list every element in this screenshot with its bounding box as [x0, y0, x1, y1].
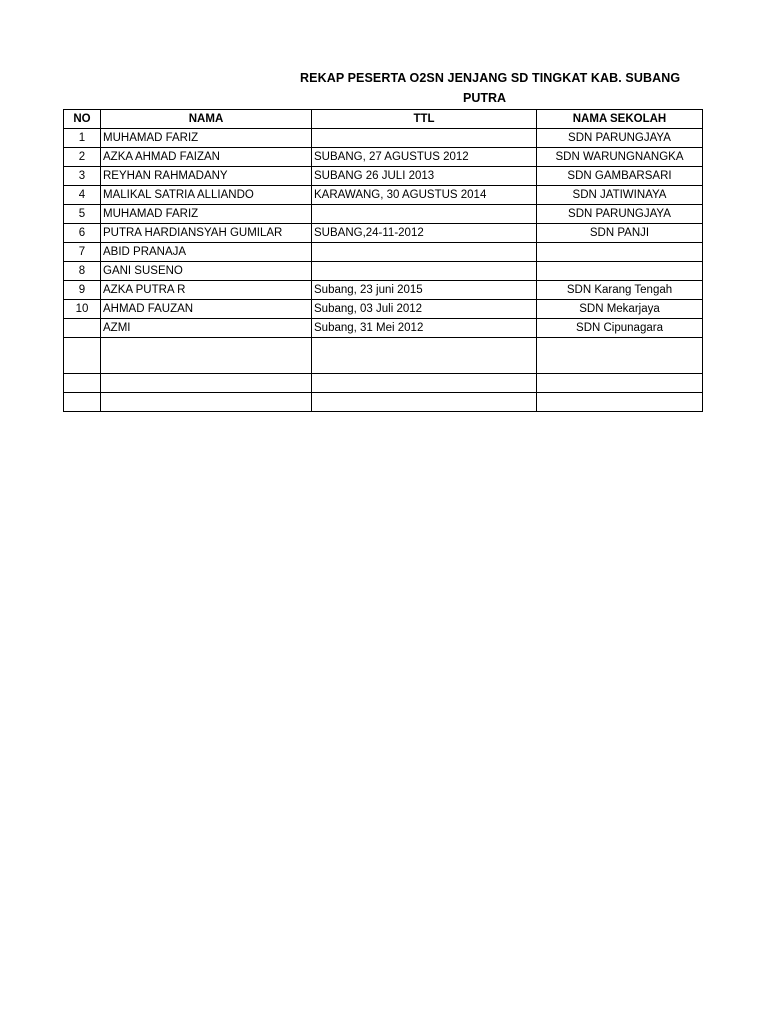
cell-no: 5 — [64, 205, 101, 224]
table-row — [64, 224, 703, 243]
cell-no: 4 — [64, 186, 101, 205]
header-ttl: TTL — [312, 110, 537, 129]
cell-name — [101, 393, 312, 412]
cell-name: REYHAN RAHMADANY — [101, 167, 312, 186]
cell-no: 10 — [64, 300, 101, 319]
table-row — [64, 281, 703, 300]
cell-ttl: SUBANG,24-11-2012 — [312, 224, 537, 243]
table-row — [64, 319, 703, 338]
cell-name: AHMAD FAUZAN — [101, 300, 312, 319]
cell-ttl: Subang, 03 Juli 2012 — [312, 300, 537, 319]
cell-no — [64, 374, 101, 393]
cell-ttl — [312, 205, 537, 224]
cell-school — [537, 393, 703, 412]
cell-school: SDN JATIWINAYA — [537, 186, 703, 205]
cell-ttl: KARAWANG, 30 AGUSTUS 2014 — [312, 186, 537, 205]
cell-ttl: SUBANG 26 JULI 2013 — [312, 167, 537, 186]
table-row — [64, 374, 703, 393]
cell-no: 2 — [64, 148, 101, 167]
cell-school: SDN WARUNGNANGKA — [537, 148, 703, 167]
cell-ttl — [312, 129, 537, 148]
cell-no — [64, 319, 101, 338]
cell-name: PUTRA HARDIANSYAH GUMILAR — [101, 224, 312, 243]
table-row — [64, 129, 703, 148]
cell-no: 7 — [64, 243, 101, 262]
header-nama-sekolah: NAMA SEKOLAH — [537, 110, 703, 129]
cell-ttl — [312, 338, 537, 374]
cell-school: SDN Karang Tengah — [537, 281, 703, 300]
table-row — [64, 243, 703, 262]
cell-ttl: SUBANG, 27 AGUSTUS 2012 — [312, 148, 537, 167]
cell-ttl — [312, 262, 537, 281]
cell-no: 9 — [64, 281, 101, 300]
cell-school: SDN PARUNGJAYA — [537, 129, 703, 148]
cell-name: GANI SUSENO — [101, 262, 312, 281]
cell-no — [64, 393, 101, 412]
cell-school — [537, 243, 703, 262]
cell-name — [101, 338, 312, 374]
cell-no: 3 — [64, 167, 101, 186]
cell-no: 6 — [64, 224, 101, 243]
table-body — [64, 129, 703, 412]
cell-school: SDN Cipunagara — [537, 319, 703, 338]
cell-school: SDN GAMBARSARI — [537, 167, 703, 186]
table-row — [64, 186, 703, 205]
table-row — [64, 262, 703, 281]
cell-ttl — [312, 393, 537, 412]
cell-name — [101, 374, 312, 393]
cell-school — [537, 374, 703, 393]
cell-school: SDN Mekarjaya — [537, 300, 703, 319]
cell-name: MUHAMAD FARIZ — [101, 205, 312, 224]
document-title: REKAP PESERTA O2SN JENJANG SD TINGKAT KAB. SUBANG — [300, 71, 681, 85]
cell-name: AZKA PUTRA R — [101, 281, 312, 300]
table-header-row — [64, 110, 703, 129]
cell-ttl — [312, 374, 537, 393]
cell-no: 8 — [64, 262, 101, 281]
cell-name: MALIKAL SATRIA ALLIANDO — [101, 186, 312, 205]
table-row — [64, 393, 703, 412]
cell-no — [64, 338, 101, 374]
cell-name: AZMI — [101, 319, 312, 338]
cell-school — [537, 338, 703, 374]
cell-school: SDN PANJI — [537, 224, 703, 243]
table-row — [64, 148, 703, 167]
cell-school — [537, 262, 703, 281]
header-no: NO — [64, 110, 101, 129]
cell-name: AZKA AHMAD FAIZAN — [101, 148, 312, 167]
cell-no: 1 — [64, 129, 101, 148]
cell-name: MUHAMAD FARIZ — [101, 129, 312, 148]
table-row — [64, 300, 703, 319]
table-row — [64, 205, 703, 224]
cell-ttl: Subang, 31 Mei 2012 — [312, 319, 537, 338]
document-subtitle: PUTRA — [463, 91, 507, 105]
cell-ttl: Subang, 23 juni 2015 — [312, 281, 537, 300]
header-nama: NAMA — [101, 110, 312, 129]
cell-ttl — [312, 243, 537, 262]
cell-school: SDN PARUNGJAYA — [537, 205, 703, 224]
table-row — [64, 167, 703, 186]
table-row — [64, 338, 703, 374]
participant-table — [63, 109, 703, 412]
cell-name: ABID PRANAJA — [101, 243, 312, 262]
